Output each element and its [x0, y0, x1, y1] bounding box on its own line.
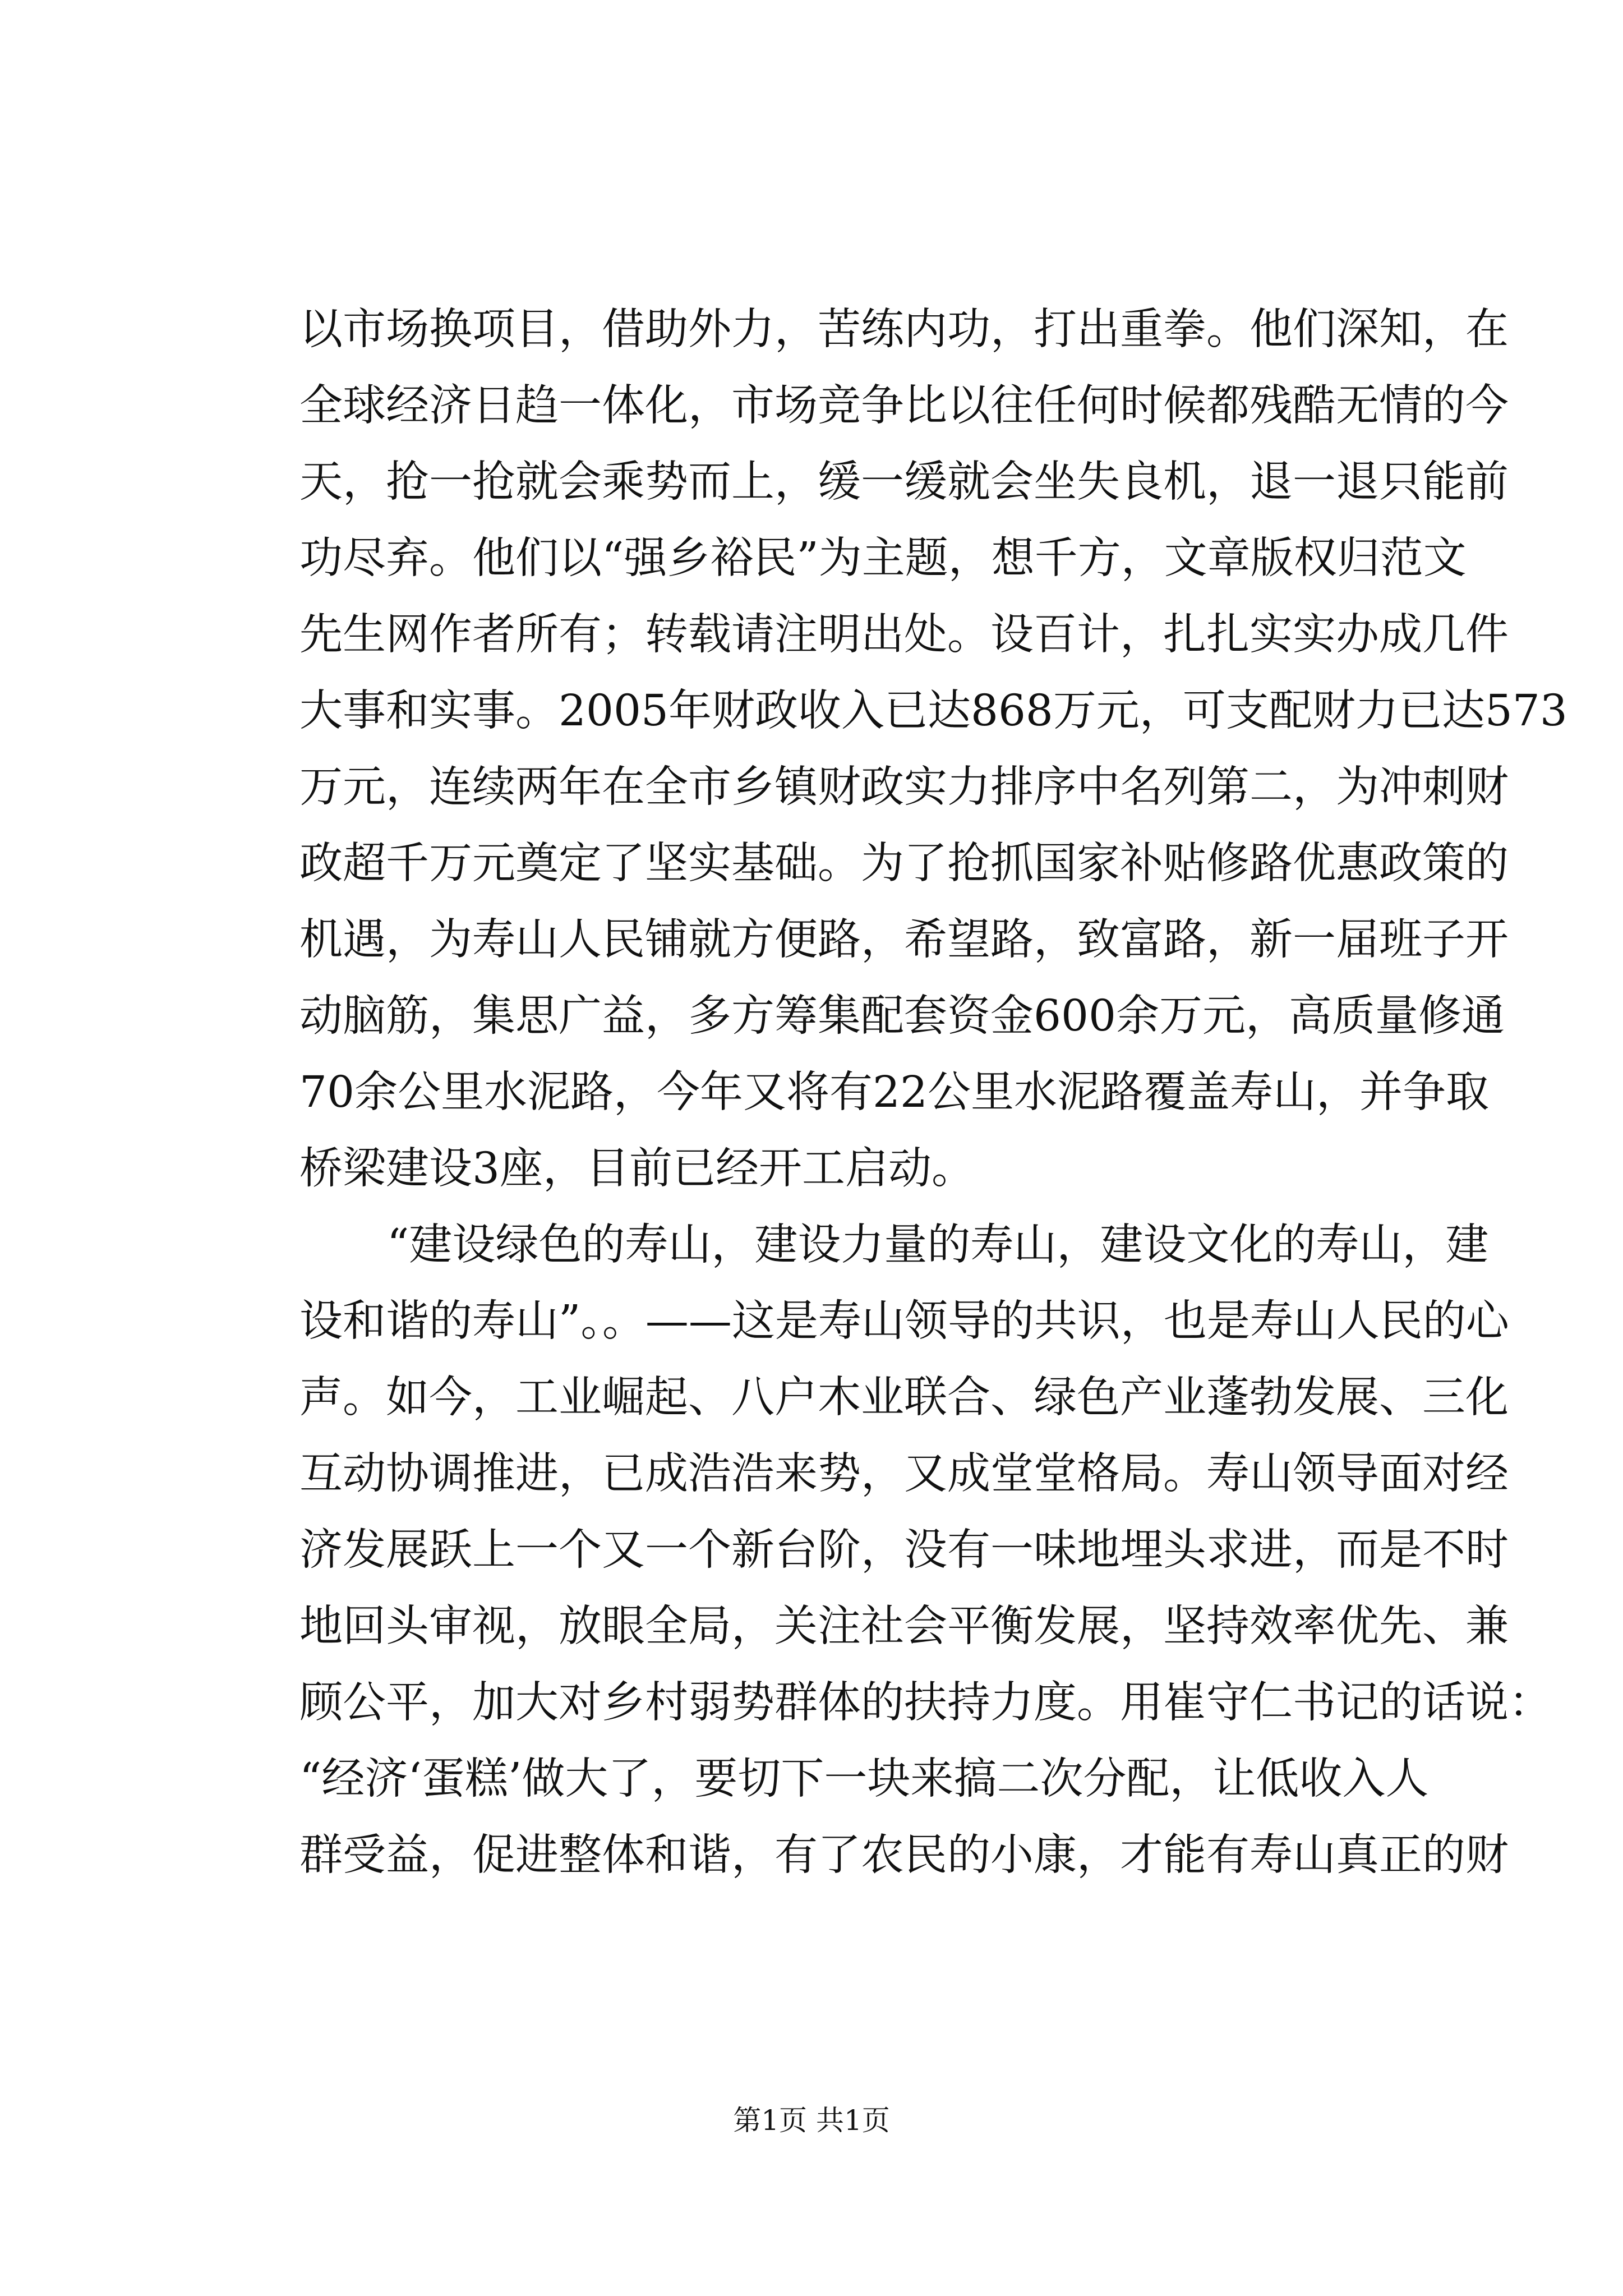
text-line-2: 全球经济日趋一体化，市场竞争比以往任何时候都残酷无情的今: [299, 381, 1509, 431]
text-line-21: 群受益，促进整体和谐，有了农民的小康，才能有寿山真正的财: [299, 1830, 1509, 1880]
text-line-15: 声。如今，工业崛起、八户木业联合、绿色产业蓬勃发展、三化: [299, 1373, 1509, 1423]
text-line-4: 功尽弃。他们以“强乡裕民”为主题，想千方，文章版权归范文: [299, 533, 1467, 583]
text-line-16: 互动协调推进，已成浩浩来势，又成堂堂格局。寿山领导面对经: [299, 1449, 1509, 1499]
text-line-19: 顾公平，加大对乡村弱势群体的扶持力度。用崔守仁书记的话说：: [299, 1678, 1552, 1728]
text-line-11: 70余公里水泥路，今年又将有22公里水泥路覆盖寿山，并争取: [299, 1068, 1489, 1117]
text-line-9: 机遇，为寿山人民铺就方便路，希望路，致富路，新一届班子开: [299, 915, 1509, 965]
text-line-14: 设和谐的寿山”。。——这是寿山领导的共识，也是寿山人民的心: [299, 1296, 1509, 1346]
text-line-17: 济发展跃上一个又一个新台阶，没有一味地埋头求进，而是不时: [299, 1525, 1509, 1575]
text-line-5: 先生网作者所有；转载请注明出处。设百计，扎扎实实办成几件: [299, 610, 1509, 660]
text-line-3: 天，抢一抢就会乘势而上，缓一缓就会坐失良机，退一退只能前: [299, 457, 1509, 507]
text-line-18: 地回头审视，放眼全局，关注社会平衡发展，坚持效率优先、兼: [299, 1602, 1509, 1651]
body-text: [299, 292, 1567, 1894]
text-line-8: 政超千万元奠定了坚实基础。为了抢抓国家补贴修路优惠政策的: [299, 839, 1509, 889]
page-footer: 第1页 共1页: [733, 2104, 890, 2137]
text-line-13: “建设绿色的寿山，建设力量的寿山，建设文化的寿山，建: [387, 1220, 1489, 1270]
text-line-7: 万元，连续两年在全市乡镇财政实力排序中名列第二，为冲刺财: [299, 762, 1509, 812]
text-line-10: 动脑筋，集思广益，多方筹集配套资金600余万元，高质量修通: [299, 991, 1505, 1041]
text-line-20: “经济‘蛋糕’做大了，要切下一块来搞二次分配，让低收入人: [299, 1754, 1429, 1804]
text-line-12: 桥梁建设3座，目前已经开工启动。: [299, 1144, 975, 1194]
text-line-1: 以市场换项目，借助外力，苦练内功，打出重拳。他们深知，在: [299, 305, 1509, 355]
text-line-6: 大事和实事。2005年财政收入已达868万元，可支配财力已达573: [299, 686, 1567, 736]
